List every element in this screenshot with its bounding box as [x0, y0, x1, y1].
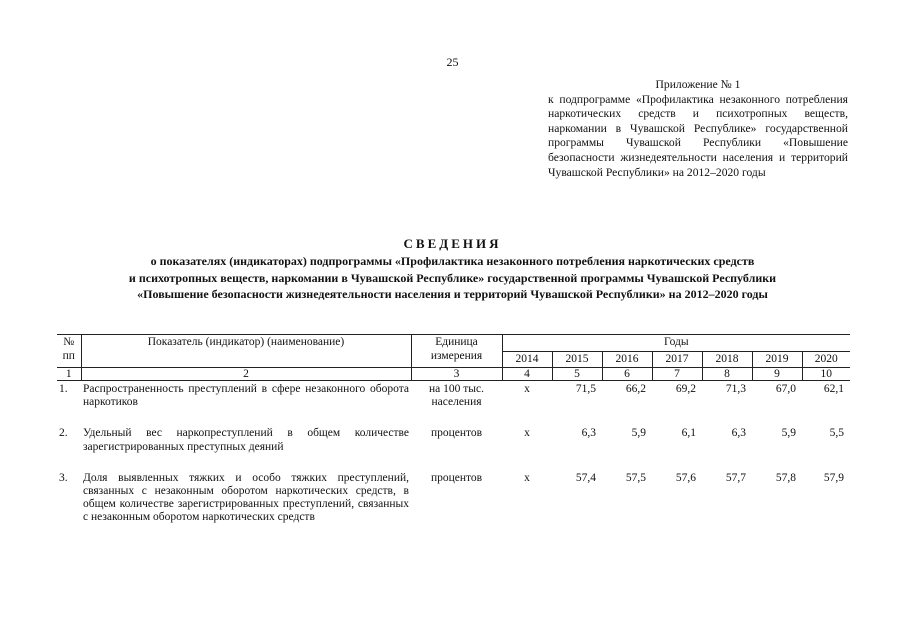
- column-number: 10: [802, 368, 850, 381]
- column-number: 3: [411, 368, 502, 381]
- column-number: 5: [552, 368, 602, 381]
- table-row: [57, 470, 850, 526]
- column-number: 2: [81, 368, 411, 381]
- heading-line-3: «Повышение безопасности жизнедеятельности населения и территорий Чувашской Республики» на 2012–2020 годы: [137, 287, 768, 301]
- page-number: 25: [446, 55, 459, 69]
- header-years: Годы: [502, 335, 850, 352]
- row-value: 57,6: [675, 471, 696, 484]
- header-year: 2019: [752, 351, 802, 368]
- header-year: 2015: [552, 351, 602, 368]
- row-unit: на 100 тыс. населения: [429, 383, 484, 409]
- row-value: x: [524, 427, 530, 440]
- header-unit: Единица измерения: [411, 335, 502, 368]
- header-year: 2018: [702, 351, 752, 368]
- header-year: 2014: [502, 351, 552, 368]
- row-value: 57,4: [575, 471, 596, 484]
- header-indicator: Показатель (индикатор) (наименование): [81, 335, 411, 368]
- row-value: 62,1: [823, 383, 845, 395]
- appendix-block: [548, 78, 848, 180]
- column-number: 8: [702, 368, 752, 381]
- row-value: 66,2: [625, 383, 646, 395]
- row-unit: процентов: [430, 471, 483, 484]
- heading-line-1: о показателях (индикаторах) подпрограммы «Профилактика незаконного потребления наркотических средств: [150, 254, 755, 268]
- row-value: 5,5: [829, 427, 845, 440]
- row-value: 71,3: [725, 383, 746, 395]
- row-number: 2.: [59, 427, 68, 440]
- row-value: 5,9: [631, 427, 646, 440]
- row-value: 67,0: [775, 383, 796, 395]
- row-value: x: [524, 383, 530, 395]
- column-number: 6: [602, 368, 652, 381]
- row-value: 57,8: [775, 471, 796, 484]
- header-year: 2017: [652, 351, 702, 368]
- row-number: 3.: [59, 471, 68, 484]
- row-value: 6,3: [581, 427, 596, 440]
- row-value: 5,9: [781, 427, 796, 440]
- appendix-title: Приложение № 1: [655, 78, 741, 91]
- row-value: 69,2: [675, 383, 696, 395]
- row-value: 57,7: [725, 471, 746, 484]
- header-year: 2016: [602, 351, 652, 368]
- table-row: [57, 425, 850, 469]
- row-indicator: Распространенность преступлений в сфере незаконного оборота наркотиков: [83, 383, 409, 409]
- row-value: 57,5: [625, 471, 646, 484]
- column-number: 9: [752, 368, 802, 381]
- header-year: 2020: [802, 351, 850, 368]
- row-value: 57,9: [823, 471, 845, 484]
- indicators-table: [57, 334, 850, 526]
- heading-line-2: и психотропных веществ, наркомании в Чувашской Республике» государственной программы Чувашской Республики: [128, 270, 777, 285]
- row-number: 1.: [59, 383, 68, 395]
- row-value: 71,5: [575, 383, 596, 395]
- column-number: 4: [502, 368, 552, 381]
- column-number: 7: [652, 368, 702, 381]
- appendix-text: к подпрограмме «Профилактика незаконного потребления наркотических средств и психотропных веществ, наркомании в Чувашской Республике» государственной программы Чувашской Республики «Повышение безопасности жизнедеятельности населения и территорий Чувашской Республики» на 2012–2020 годы: [548, 92, 848, 179]
- header-no: № пп: [57, 335, 81, 368]
- table-row: [57, 381, 850, 426]
- row-value: 6,3: [731, 427, 746, 440]
- row-indicator: Удельный вес наркопреступлений в общем количестве зарегистрированных преступных деяний: [83, 427, 409, 453]
- row-unit: процентов: [430, 427, 483, 440]
- column-number: 1: [57, 368, 81, 381]
- document-heading: [0, 235, 905, 303]
- row-value: x: [524, 471, 530, 484]
- row-indicator: Доля выявленных тяжких и особо тяжких преступлений, связанных с незаконным оборотом наркотических средств, в общем количестве зарегистрированных преступлений, связанных с незаконным оборотом наркотических средств: [83, 471, 409, 524]
- heading-main: СВЕДЕНИЯ: [403, 236, 502, 251]
- row-value: 6,1: [681, 427, 696, 440]
